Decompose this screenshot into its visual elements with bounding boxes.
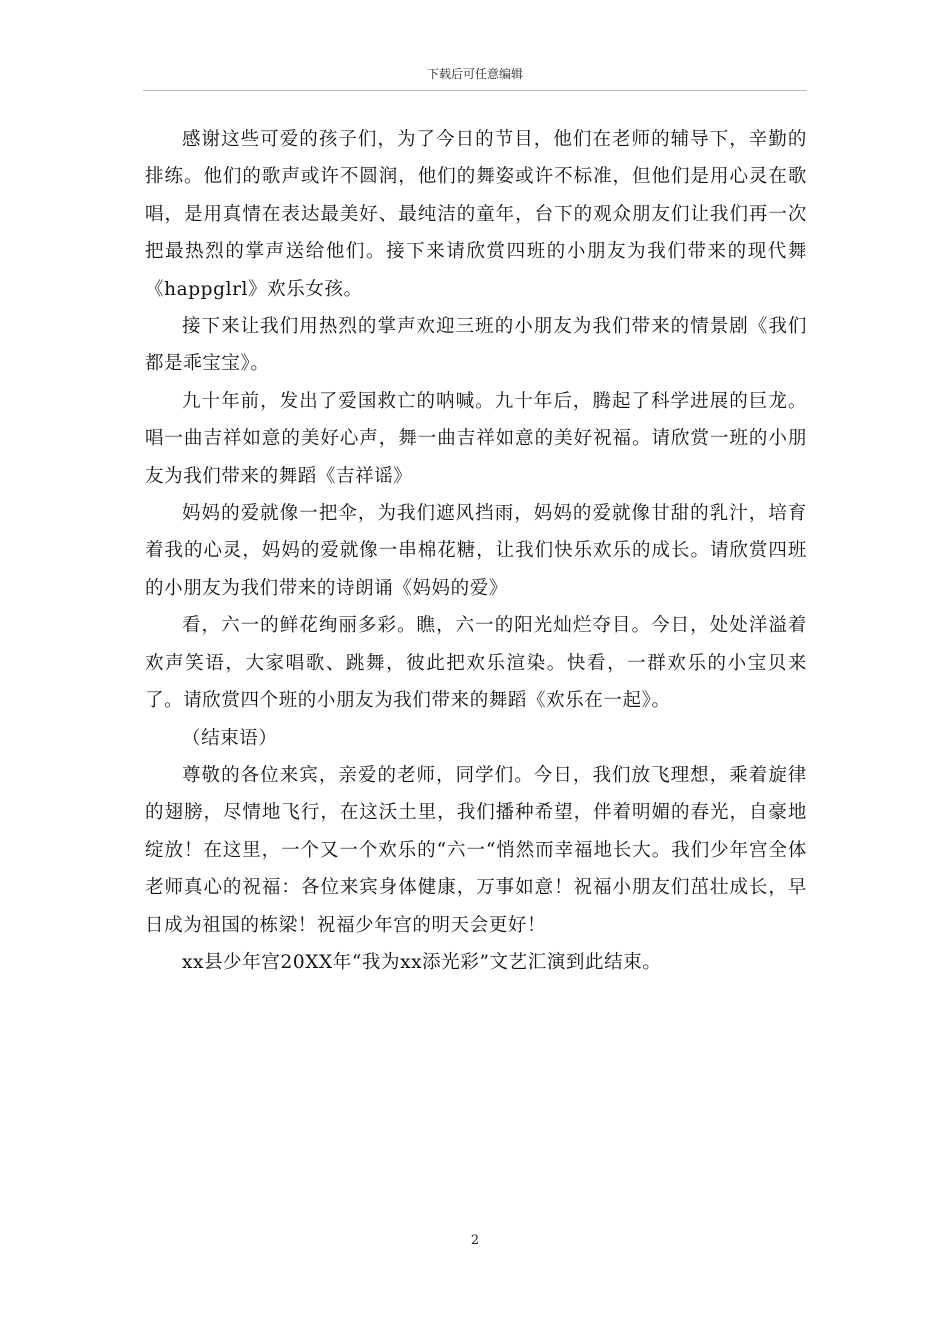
paragraph: 尊敬的各位来宾，亲爱的老师，同学们。今日，我们放飞理想，乘着旋律的翅膀，尽情地飞行，在这沃土里，我们播种希望，伴着明媚的春光，自豪地绽放！在这里，一个又一个欢乐的“六一“悄然而幸福地长大。我们少年宫全体老师真心的祝福：各位来宾身体健康，万事如意！祝福小朋友们茁壮成长，早日成为祖国的栋梁！祝福少年宫的明天会更好！ (145, 764, 807, 936)
paragraph: 九十年前，发出了爱国救亡的呐喊。九十年后，腾起了科学进展的巨龙。唱一曲吉祥如意的美好心声，舞一曲吉祥如意的美好祝福。请欣赏一班的小朋友为我们带来的舞蹈《吉祥谣》 (145, 390, 807, 487)
paragraph: 妈妈的爱就像一把伞，为我们遮风挡雨，妈妈的爱就像甘甜的乳汁，培育着我的心灵，妈妈的爱就像一串棉花糖，让我们快乐欢乐的成长。请欣赏四班的小朋友为我们带来的诗朗诵《妈妈的爱》 (145, 503, 807, 599)
paragraph: 感谢这些可爱的孩子们，为了今日的节目，他们在老师的辅导下，辛勤的排练。他们的歌声或许不圆润，他们的舞姿或许不标准，但他们是用心灵在歌唱，是用真情在表达最美好、最纯洁的童年，台下的观众朋友们让我们再一次把最热烈的掌声送给他们。接下来请欣赏四班的小朋友为我们带来的现代舞《happglrl》欢乐女孩。 (145, 129, 807, 300)
paragraph: xx县少年宫20XX年“我为xx添光彩”文艺汇演到此结束。 (182, 951, 662, 973)
header-divider (143, 90, 807, 91)
page-number: 2 (470, 1233, 480, 1248)
page-header: 下载后可任意编辑 (426, 67, 523, 81)
paragraph: 接下来让我们用热烈的掌声欢迎三班的小朋友为我们带来的情景剧《我们都是乖宝宝》。 (145, 316, 807, 375)
section-label: （结束语） (182, 727, 278, 749)
document-body (145, 121, 807, 981)
paragraph: 看，六一的鲜花绚丽多彩。瞧，六一的阳光灿烂夺目。今日，处处洋溢着欢声笑语，大家唱歌、跳舞，彼此把欢乐渲染。快看，一群欢乐的小宝贝来了。请欣赏四个班的小朋友为我们带来的舞蹈《欢乐在一起》。 (145, 615, 807, 712)
